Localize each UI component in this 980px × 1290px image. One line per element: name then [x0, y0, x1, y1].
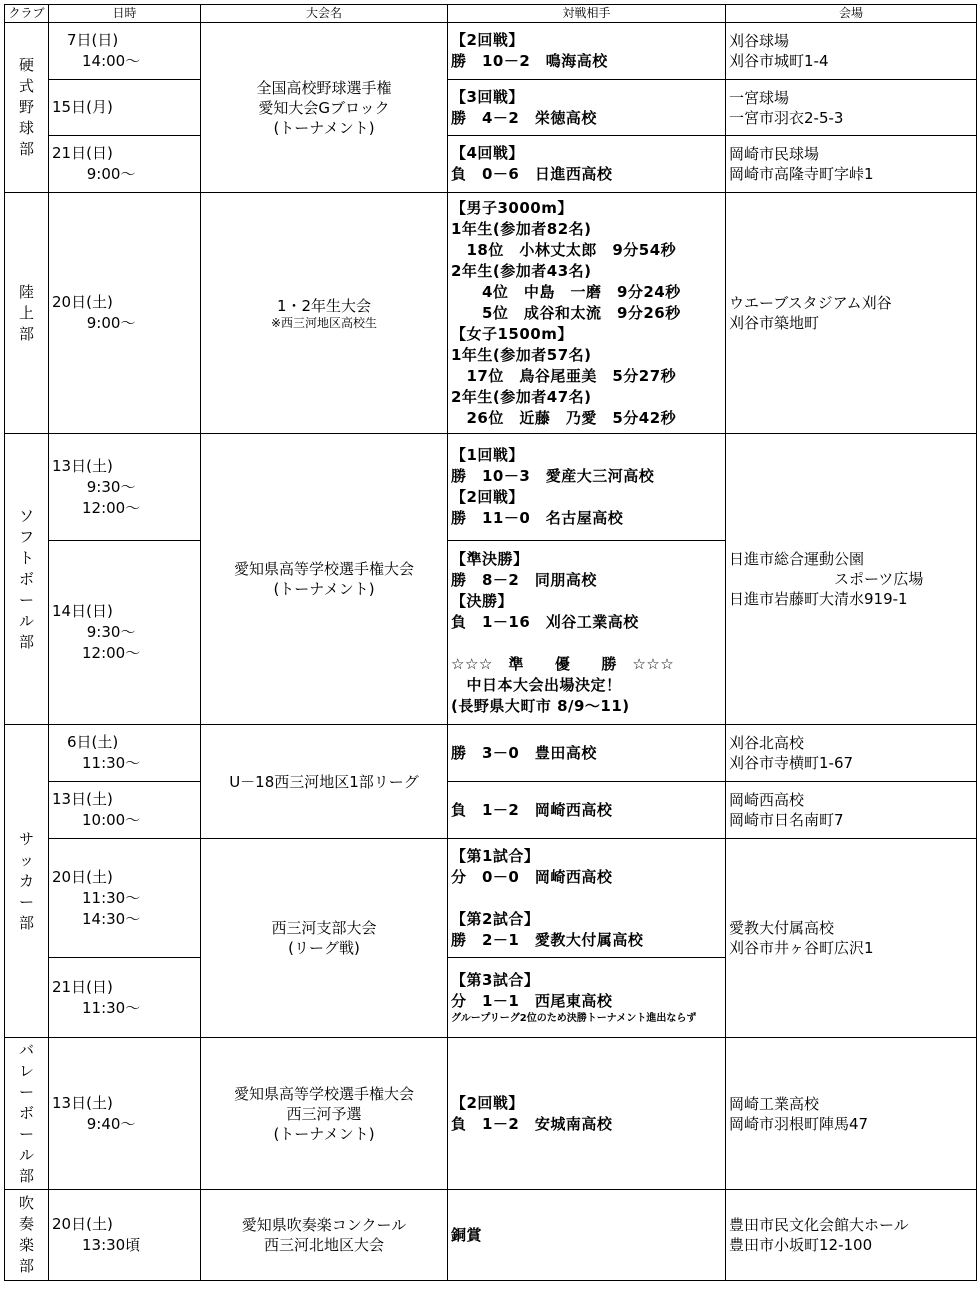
opponent-cell: 【4回戦】 負 0－6 日進西高校: [448, 136, 726, 193]
venue-soccer-branch: 愛教大付属高校 刈谷市井ヶ谷町広沢1: [726, 839, 977, 1038]
date-cell: 14日(日) 9:30～ 12:00～: [49, 541, 201, 725]
venue-cell: 岡崎工業高校 岡崎市羽根町陣馬47: [726, 1038, 977, 1190]
opponent-cell: 【2回戦】 負 1－2 安城南高校: [448, 1038, 726, 1190]
venue-cell: 刈谷球場 刈谷市城町1-4: [726, 23, 977, 80]
opponent-cell: 負 1－2 岡崎西高校: [448, 782, 726, 839]
opponent-cell: 【3回戦】 勝 4－2 栄徳高校: [448, 80, 726, 136]
results-table: [4, 4, 977, 1281]
opponent-text: 【第3試合】 分 1－1 西尾東高校: [451, 971, 613, 1010]
venue-cell: 一宮球場 一宮市羽衣2-5-3: [726, 80, 977, 136]
table-row: [5, 782, 977, 839]
opponent-cell: 【準決勝】 勝 8－2 同朋高校 【決勝】 負 1－16 刈谷工業高校 ☆☆☆ 準 優 勝 ☆☆☆ 中日本大会出場決定！ (長野県大町市 8/9～11): [448, 541, 726, 725]
tournament-track: [201, 193, 448, 434]
opponent-note: グループリーグ2位のため決勝トーナメント進出ならず: [451, 1013, 697, 1024]
table-row: [5, 136, 977, 193]
table-row: [5, 193, 977, 434]
venue-cell: 岡崎西高校 岡崎市日名南町7: [726, 782, 977, 839]
opponent-cell: 【第1試合】 分 0－0 岡崎西高校 【第2試合】 勝 2－1 愛教大付属高校: [448, 839, 726, 958]
table-row: [5, 80, 977, 136]
header-venue: 会場: [726, 5, 977, 23]
header-opponent: 対戦相手: [448, 5, 726, 23]
table-row: [5, 1190, 977, 1281]
venue-softball: 日進市総合運動公園 スポーツ広場 日進市岩藤町大清水919-1: [726, 434, 977, 725]
tournament-soccer-league: U－18西三河地区1部リーグ: [201, 725, 448, 839]
date-cell: 13日(土) 9:30～ 12:00～: [49, 434, 201, 541]
table-row: [5, 23, 977, 80]
tournament-volleyball: 愛知県高等学校選手権大会 西三河予選 (トーナメント): [201, 1038, 448, 1190]
club-volleyball: バレーボール部: [5, 1038, 49, 1190]
club-soccer: サッカー部: [5, 725, 49, 1038]
header-tournament: 大会名: [201, 5, 448, 23]
tournament-track-note: ※西三河地区高校生: [270, 315, 378, 330]
tournament-softball: 愛知県高等学校選手権大会 (トーナメント): [201, 434, 448, 725]
table-row: [5, 725, 977, 782]
club-band: 吹奏楽部: [5, 1190, 49, 1281]
club-softball: ソフトボール部: [5, 434, 49, 725]
opponent-cell: 【2回戦】 勝 10－2 鳴海高校: [448, 23, 726, 80]
venue-cell: 刈谷北高校 刈谷市寺横町1-67: [726, 725, 977, 782]
opponent-cell: 【1回戦】 勝 10－3 愛産大三河高校 【2回戦】 勝 11－0 名古屋高校: [448, 434, 726, 541]
tournament-track-name: 1・2年生大会: [276, 296, 372, 315]
table-row: [5, 839, 977, 958]
date-cell: 20日(土) 11:30～ 14:30～: [49, 839, 201, 958]
header-datetime: 日時: [49, 5, 201, 23]
tournament-band: 愛知県吹奏楽コンクール 西三河北地区大会: [201, 1190, 448, 1281]
table-row: [5, 434, 977, 541]
club-baseball: 硬式野球部: [5, 23, 49, 193]
venue-cell: ウエーブスタジアム刈谷 刈谷市築地町: [726, 193, 977, 434]
venue-cell: 豊田市民文化会館大ホール 豊田市小坂町12-100: [726, 1190, 977, 1281]
table-row: [5, 1038, 977, 1190]
date-cell: 21日(日) 11:30～: [49, 958, 201, 1038]
club-track: 陸上部: [5, 193, 49, 434]
opponent-cell: 【男子3000m】 1年生(参加者82名) 18位 小林丈太郎 9分54秒 2年生(参加者43名) 4位 中島 一磨 9分24秒 5位 成谷和太流 9分26秒 【女子1500m】 1年生(参加者57名) 17位 鳥谷尾亜美 5分27秒 2年生(参加者47名) 26位 近藤 乃愛 5分42秒: [448, 193, 726, 434]
date-cell: 7日(日) 14:00～: [49, 23, 201, 80]
opponent-cell: 勝 3－0 豊田高校: [448, 725, 726, 782]
header-row: [5, 5, 977, 23]
date-cell: 20日(土) 13:30頃: [49, 1190, 201, 1281]
header-club: クラブ: [5, 5, 49, 23]
date-cell: 13日(土) 10:00～: [49, 782, 201, 839]
tournament-baseball: 全国高校野球選手権 愛知大会Gブロック (トーナメント): [201, 23, 448, 193]
opponent-cell: 銅賞: [448, 1190, 726, 1281]
date-cell: 21日(日) 9:00～: [49, 136, 201, 193]
date-cell: 15日(月): [49, 80, 201, 136]
venue-cell: 岡崎市民球場 岡崎市高隆寺町字峠1: [726, 136, 977, 193]
opponent-cell: [448, 958, 726, 1038]
date-cell: 6日(土) 11:30～: [49, 725, 201, 782]
date-cell: 20日(土) 9:00～: [49, 193, 201, 434]
tournament-soccer-branch: 西三河支部大会 (リーグ戦): [201, 839, 448, 1038]
date-cell: 13日(土) 9:40～: [49, 1038, 201, 1190]
